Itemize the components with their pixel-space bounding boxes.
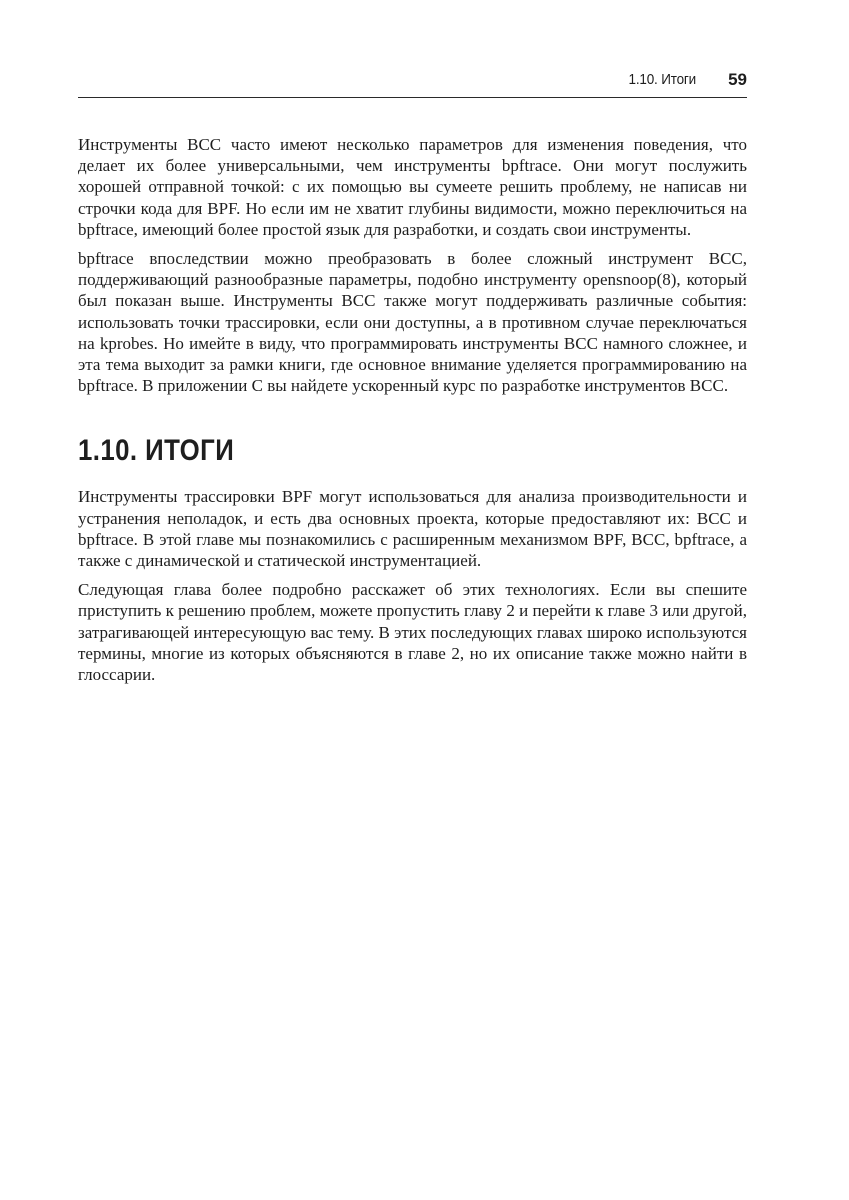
page-number: 59 (728, 69, 747, 89)
running-header (78, 62, 747, 98)
section-heading: 1.10. ИТОГИ (78, 434, 235, 468)
paragraph: bpftrace впоследствии можно преобразовать в более сложный инструмент BCC, поддерживающий разнообразные параметры, подобно инструменту opensnoop(8), который был показан выше. Инструменты BCC также могут поддерживать различные события: использовать точки трассировки, если они доступны, а в противном случае переключаться на kprobes. Но имейте в виду, что программировать инструменты BCC намного сложнее, и эта тема выходит за рамки книги, где основное внимание уделяется программированию на bpftrace. В приложении C вы найдете ускоренный курс по разработке инструментов BCC. (78, 249, 747, 396)
paragraph: Инструменты BCC часто имеют несколько параметров для изменения поведения, что делает их более универсальными, чем инструменты bpftrace. Они могут послужить хорошей отправной точкой: с их помощью вы сумеете решить проблему, не написав ни строчки кода для BPF. Но если им не хватит глубины видимости, можно переключиться на bpftrace, имеющий более простой язык для разработки, и создать свои инструменты. (78, 135, 747, 239)
paragraph: Следующая глава более подробно расскажет об этих технологиях. Если вы спешите приступить к решению проблем, можете пропустить главу 2 и перейти к главе 3 или другой, затрагивающей интересующую вас тему. В этих последующих главах широко используются термины, многие из которых объясняются в главе 2, но их описание также можно найти в глоссарии. (78, 580, 747, 685)
running-title: 1.10. Итоги (628, 71, 697, 88)
paragraph: Инструменты трассировки BPF могут использоваться для анализа производительности и устранения неполадок, и есть два основных проекта, которые предоставляют их: BCC и bpftrace. В этой главе мы познакомились с расширенным механизмом BPF, BCC, bpftrace, а также с динамической и статической инструментацией. (78, 487, 747, 571)
page-body (78, 134, 747, 693)
